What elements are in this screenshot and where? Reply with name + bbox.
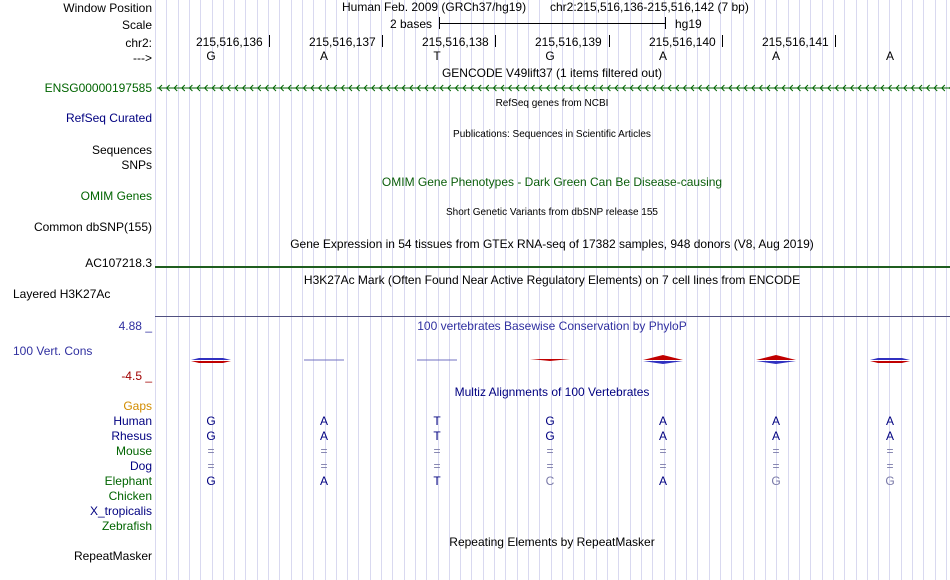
cons-min-label: -4.5 _ [121,369,152,383]
ruler-tick [835,35,836,47]
alignment-base: A [885,429,895,443]
alignment-base: = [772,459,780,473]
common-dbsnp-label[interactable]: Common dbSNP(155) [33,220,152,234]
ruler-tick [722,35,723,47]
dbsnp-track-title: Short Genetic Variants from dbSNP release 155 [446,207,658,218]
browser-track-area[interactable] [155,0,950,580]
alignment-base: A [319,414,329,428]
species-elephant-label[interactable]: Elephant [104,474,152,488]
alignment-base: G [885,474,895,488]
ruler-tick [269,35,270,47]
refseq-label[interactable]: RefSeq Curated [65,111,152,125]
ruler-label: 215,516,138 [422,35,489,49]
ruler-tick [609,35,610,47]
gencode-gene-model[interactable] [155,82,950,94]
scale-bar-right-end [665,17,666,29]
alignment-base: A [771,429,781,443]
alignment-base: T [433,429,441,443]
ruler-label: 215,516,140 [649,35,716,49]
alignment-base: G [206,429,216,443]
alignment-base: = [320,459,328,473]
position-title: chr2:215,516,136-215,516,142 (7 bp) [550,0,749,14]
cons-track-label[interactable]: 100 Vert. Cons [13,344,93,358]
chr-label: chr2: [125,36,152,50]
phylop-bar [191,358,231,363]
phylop-track-title: 100 vertebrates Basewise Conservation by PhyloP [417,319,687,333]
alignment-base: C [545,474,555,488]
repeatmasker-track-title: Repeating Elements by RepeatMasker [449,535,655,549]
gencode-track-title: GENCODE V49lift37 (1 items filtered out) [441,66,663,80]
phylop-bar [530,359,570,361]
alignment-base: = [433,459,441,473]
base-letter: G [206,49,216,63]
multiz-track-title: Multiz Alignments of 100 Vertebrates [454,385,650,399]
phylop-bar [643,355,683,364]
alignment-base: A [658,474,668,488]
alignment-base: = [433,444,441,458]
track-label-column [0,0,155,580]
alignment-base: = [207,444,215,458]
species-chicken-label[interactable]: Chicken [108,489,152,503]
alignment-base: = [546,459,554,473]
alignment-base: A [658,414,668,428]
h3k27ac-track-title: H3K27Ac Mark (Often Found Near Active Regulatory Elements) on 7 cell lines from ENCODE [303,273,801,287]
layered-h3k27ac-label[interactable]: Layered H3K27Ac [13,287,111,301]
sequences-label[interactable]: Sequences [91,143,152,157]
repeatmasker-label[interactable]: RepeatMasker [73,549,152,563]
alignment-base: = [546,444,554,458]
alignment-base: = [886,444,894,458]
species-xtropicalis-label[interactable]: X_tropicalis [89,504,152,518]
ac-gene-bar[interactable] [155,266,950,268]
alignment-base: = [886,459,894,473]
phylop-signal[interactable] [155,350,950,374]
scale-bar [439,23,665,24]
species-mouse-label[interactable]: Mouse [115,444,152,458]
window-position-label: Window Position [63,1,152,15]
alignment-base: A [319,474,329,488]
ac-gene-label[interactable]: AC107218.3 [85,256,152,270]
gaps-label[interactable]: Gaps [123,399,152,413]
ruler-label: 215,516,141 [762,35,829,49]
gtex-track-title: Gene Expression in 54 tissues from GTEx RNA-seq of 17382 samples, 948 donors (V8, Aug 2019) [290,237,814,251]
species-dog-label[interactable]: Dog [129,459,152,473]
phylop-bar [756,355,796,364]
scale-label: Scale [121,18,152,32]
species-human-label[interactable]: Human [113,414,152,428]
alignment-base: G [545,414,555,428]
alignment-base: = [772,444,780,458]
alignment-base: = [659,444,667,458]
alignment-base: G [206,474,216,488]
alignment-base: = [320,444,328,458]
cons-max-label: 4.88 _ [118,319,152,333]
alignment-base: T [433,414,441,428]
ruler-label: 215,516,137 [309,35,376,49]
phylop-bar [870,358,910,363]
alignment-base: T [433,474,441,488]
alignment-base: G [545,429,555,443]
ruler-label: 215,516,136 [196,35,263,49]
species-zebrafish-label[interactable]: Zebrafish [101,519,152,533]
omim-track-title: OMIM Gene Phenotypes - Dark Green Can Be Disease-causing [381,175,723,189]
publications-track-title: Publications: Sequences in Scientific Articles [453,129,651,140]
base-letter: A [658,49,668,63]
strand-label[interactable]: ---> [133,51,152,65]
ruler-tick [382,35,383,47]
species-rhesus-label[interactable]: Rhesus [111,429,152,443]
scale-bar-left-end [439,17,440,29]
ruler-label: 215,516,139 [535,35,602,49]
alignment-base: A [885,414,895,428]
snps-label[interactable]: SNPs [121,158,152,172]
alignment-base: A [319,429,329,443]
alignment-base: G [206,414,216,428]
alignment-base: G [771,474,781,488]
base-letter: A [319,49,329,63]
omim-label[interactable]: OMIM Genes [80,189,152,203]
scale-text: 2 bases [390,17,433,31]
scale-db: hg19 [675,17,702,31]
alignment-base: A [658,429,668,443]
alignment-base: A [771,414,781,428]
h3k27ac-baseline [155,316,950,317]
alignment-base: = [659,459,667,473]
base-letter: A [885,49,895,63]
base-letter: A [771,49,781,63]
base-letter: T [433,49,441,63]
ruler-tick [495,35,496,47]
refseq-track-title: RefSeq genes from NCBI [495,98,609,109]
alignment-base: = [207,459,215,473]
assembly-title: Human Feb. 2009 (GRCh37/hg19) [342,0,527,14]
base-letter: G [545,49,555,63]
gencode-gene-label[interactable]: ENSG00000197585 [44,81,152,95]
